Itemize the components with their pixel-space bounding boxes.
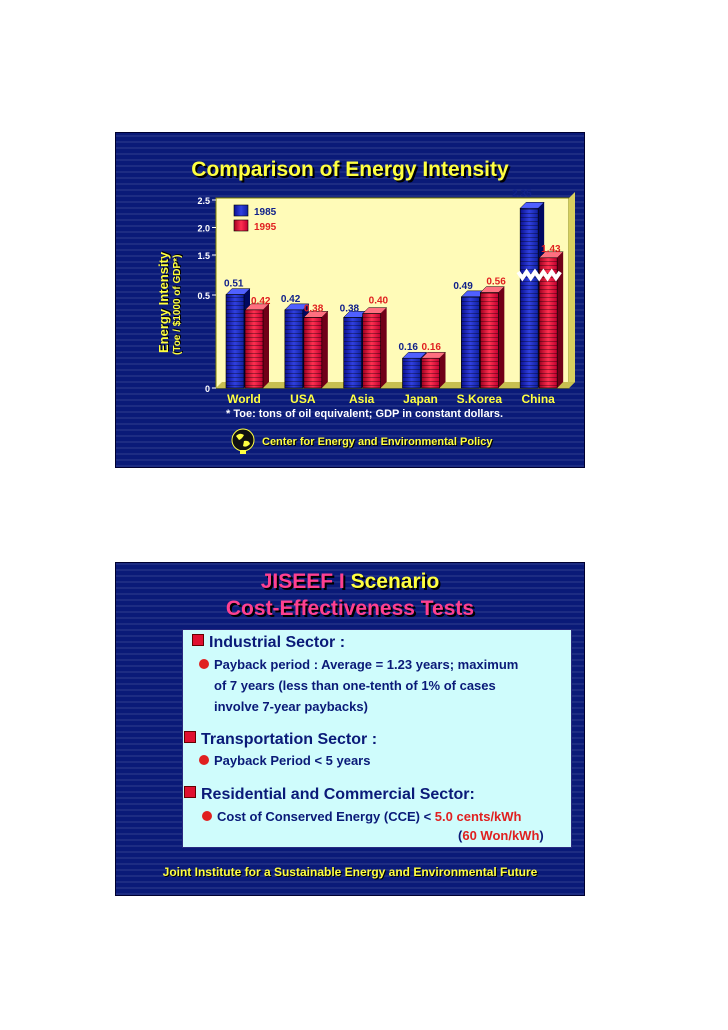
- x-tick-label: Asia: [348, 392, 375, 406]
- bar-stripes-1985-S.Korea: [461, 297, 479, 388]
- data-label: 0.16: [398, 342, 418, 354]
- residential-line: Cost of Conserved Energy (CCE) < 5.0 cents/kWh: [202, 809, 522, 824]
- title-jiseef: JISEEF I: [260, 570, 345, 593]
- data-label: 0.16: [421, 342, 441, 354]
- legend-swatch-1985: [234, 205, 248, 216]
- slide-jiseef-scenario: [115, 562, 585, 896]
- bar-stripes-1985-Asia: [344, 317, 362, 388]
- square-bullet-icon: [192, 634, 204, 646]
- slide-title: Comparison of Energy Intensity: [191, 158, 509, 181]
- content-box: [182, 629, 572, 848]
- data-label: 0.49: [453, 280, 473, 292]
- square-bullet-icon: [184, 731, 196, 743]
- legend-label: 1985: [254, 207, 277, 218]
- slide-energy-intensity: [115, 132, 585, 468]
- center-name: Center for Energy and Environmental Policy: [262, 436, 493, 448]
- bar-stripes-1985-Japan: [403, 358, 421, 388]
- bar-side-1995-Japan: [440, 352, 446, 388]
- title-scenario: Scenario: [350, 570, 440, 593]
- bar-side-1995-World: [263, 304, 269, 388]
- dot-bullet-icon: [202, 811, 212, 821]
- x-tick-label: Japan: [403, 392, 438, 406]
- industrial-line-3: involve 7-year paybacks): [214, 699, 368, 714]
- slide-title: [116, 570, 584, 594]
- data-label: 0.56: [486, 276, 506, 288]
- x-tick-label: USA: [290, 392, 316, 406]
- cce-won: 60 Won/kWh: [462, 828, 540, 843]
- y-axis-title: Energy Intensity: [156, 251, 171, 353]
- legend-label: 1995: [254, 222, 277, 233]
- bar-side-1995-Asia: [381, 308, 387, 388]
- bar-stripes-1995-Asia: [363, 314, 381, 388]
- dot-bullet-icon: [199, 755, 209, 765]
- industrial-heading: Industrial Sector :: [192, 634, 345, 652]
- legend-swatch-1995: [234, 220, 248, 231]
- bar-side-1995-USA: [322, 311, 328, 388]
- x-tick-label: China: [521, 392, 555, 406]
- transportation-heading: Transportation Sector :: [184, 731, 377, 749]
- y-tick-label: 2.5: [197, 196, 210, 206]
- y-tick-label: 2.0: [197, 223, 210, 234]
- data-label: 0.40: [368, 295, 389, 307]
- y-tick-label: 0.5: [197, 291, 210, 301]
- globe-logo-icon: [231, 428, 255, 454]
- footer-institute: Joint Institute for a Sustainable Energy and Environmental Future: [162, 865, 538, 879]
- dot-bullet-icon: [199, 659, 209, 669]
- bar-side-1995-S.Korea: [498, 287, 504, 388]
- plot-side-wall: [569, 192, 575, 388]
- data-label: 0.38: [303, 303, 324, 315]
- industrial-line-1: Payback period : Average = 1.23 years; maximum: [199, 657, 518, 672]
- footnote: * Toe: tons of oil equivalent; GDP in constant dollars.: [226, 408, 504, 420]
- bar-stripes-1985-USA: [285, 310, 303, 388]
- data-label: 0.38: [339, 303, 360, 315]
- bar-stripes-1995-Japan: [422, 358, 440, 388]
- data-label: 1.43: [541, 243, 561, 255]
- slide-subtitle: Cost-Effectiveness Tests: [225, 597, 475, 620]
- data-label: 0.42: [280, 293, 301, 305]
- y-axis-subtitle: (Toe / $1000 of GDP*): [172, 254, 183, 355]
- bar-stripes-1995-USA: [304, 317, 322, 388]
- x-tick-label: World: [227, 392, 261, 406]
- bar-stripes-1985-World: [226, 295, 244, 388]
- bar-stripes-1995-World: [245, 310, 263, 388]
- y-tick-label: 0: [204, 384, 210, 394]
- data-label: 0.42: [251, 295, 271, 307]
- data-label: 2.35: [512, 188, 532, 200]
- data-label: 0.51: [224, 278, 244, 290]
- y-tick-label: 1.5: [197, 251, 210, 261]
- industrial-line-2: of 7 years (less than one-tenth of 1% of cases: [214, 678, 496, 693]
- bar-stripes-1995-S.Korea: [480, 293, 498, 388]
- x-tick-label: S.Korea: [456, 392, 503, 406]
- residential-line-won: (60 Won/kWh): [458, 828, 544, 843]
- bar-stripes-1985-China: [520, 208, 538, 388]
- residential-heading: Residential and Commercial Sector:: [184, 786, 475, 804]
- square-bullet-icon: [184, 786, 196, 798]
- cce-cents: 5.0 cents/kWh: [434, 809, 522, 824]
- transportation-line: Payback Period < 5 years: [199, 753, 370, 768]
